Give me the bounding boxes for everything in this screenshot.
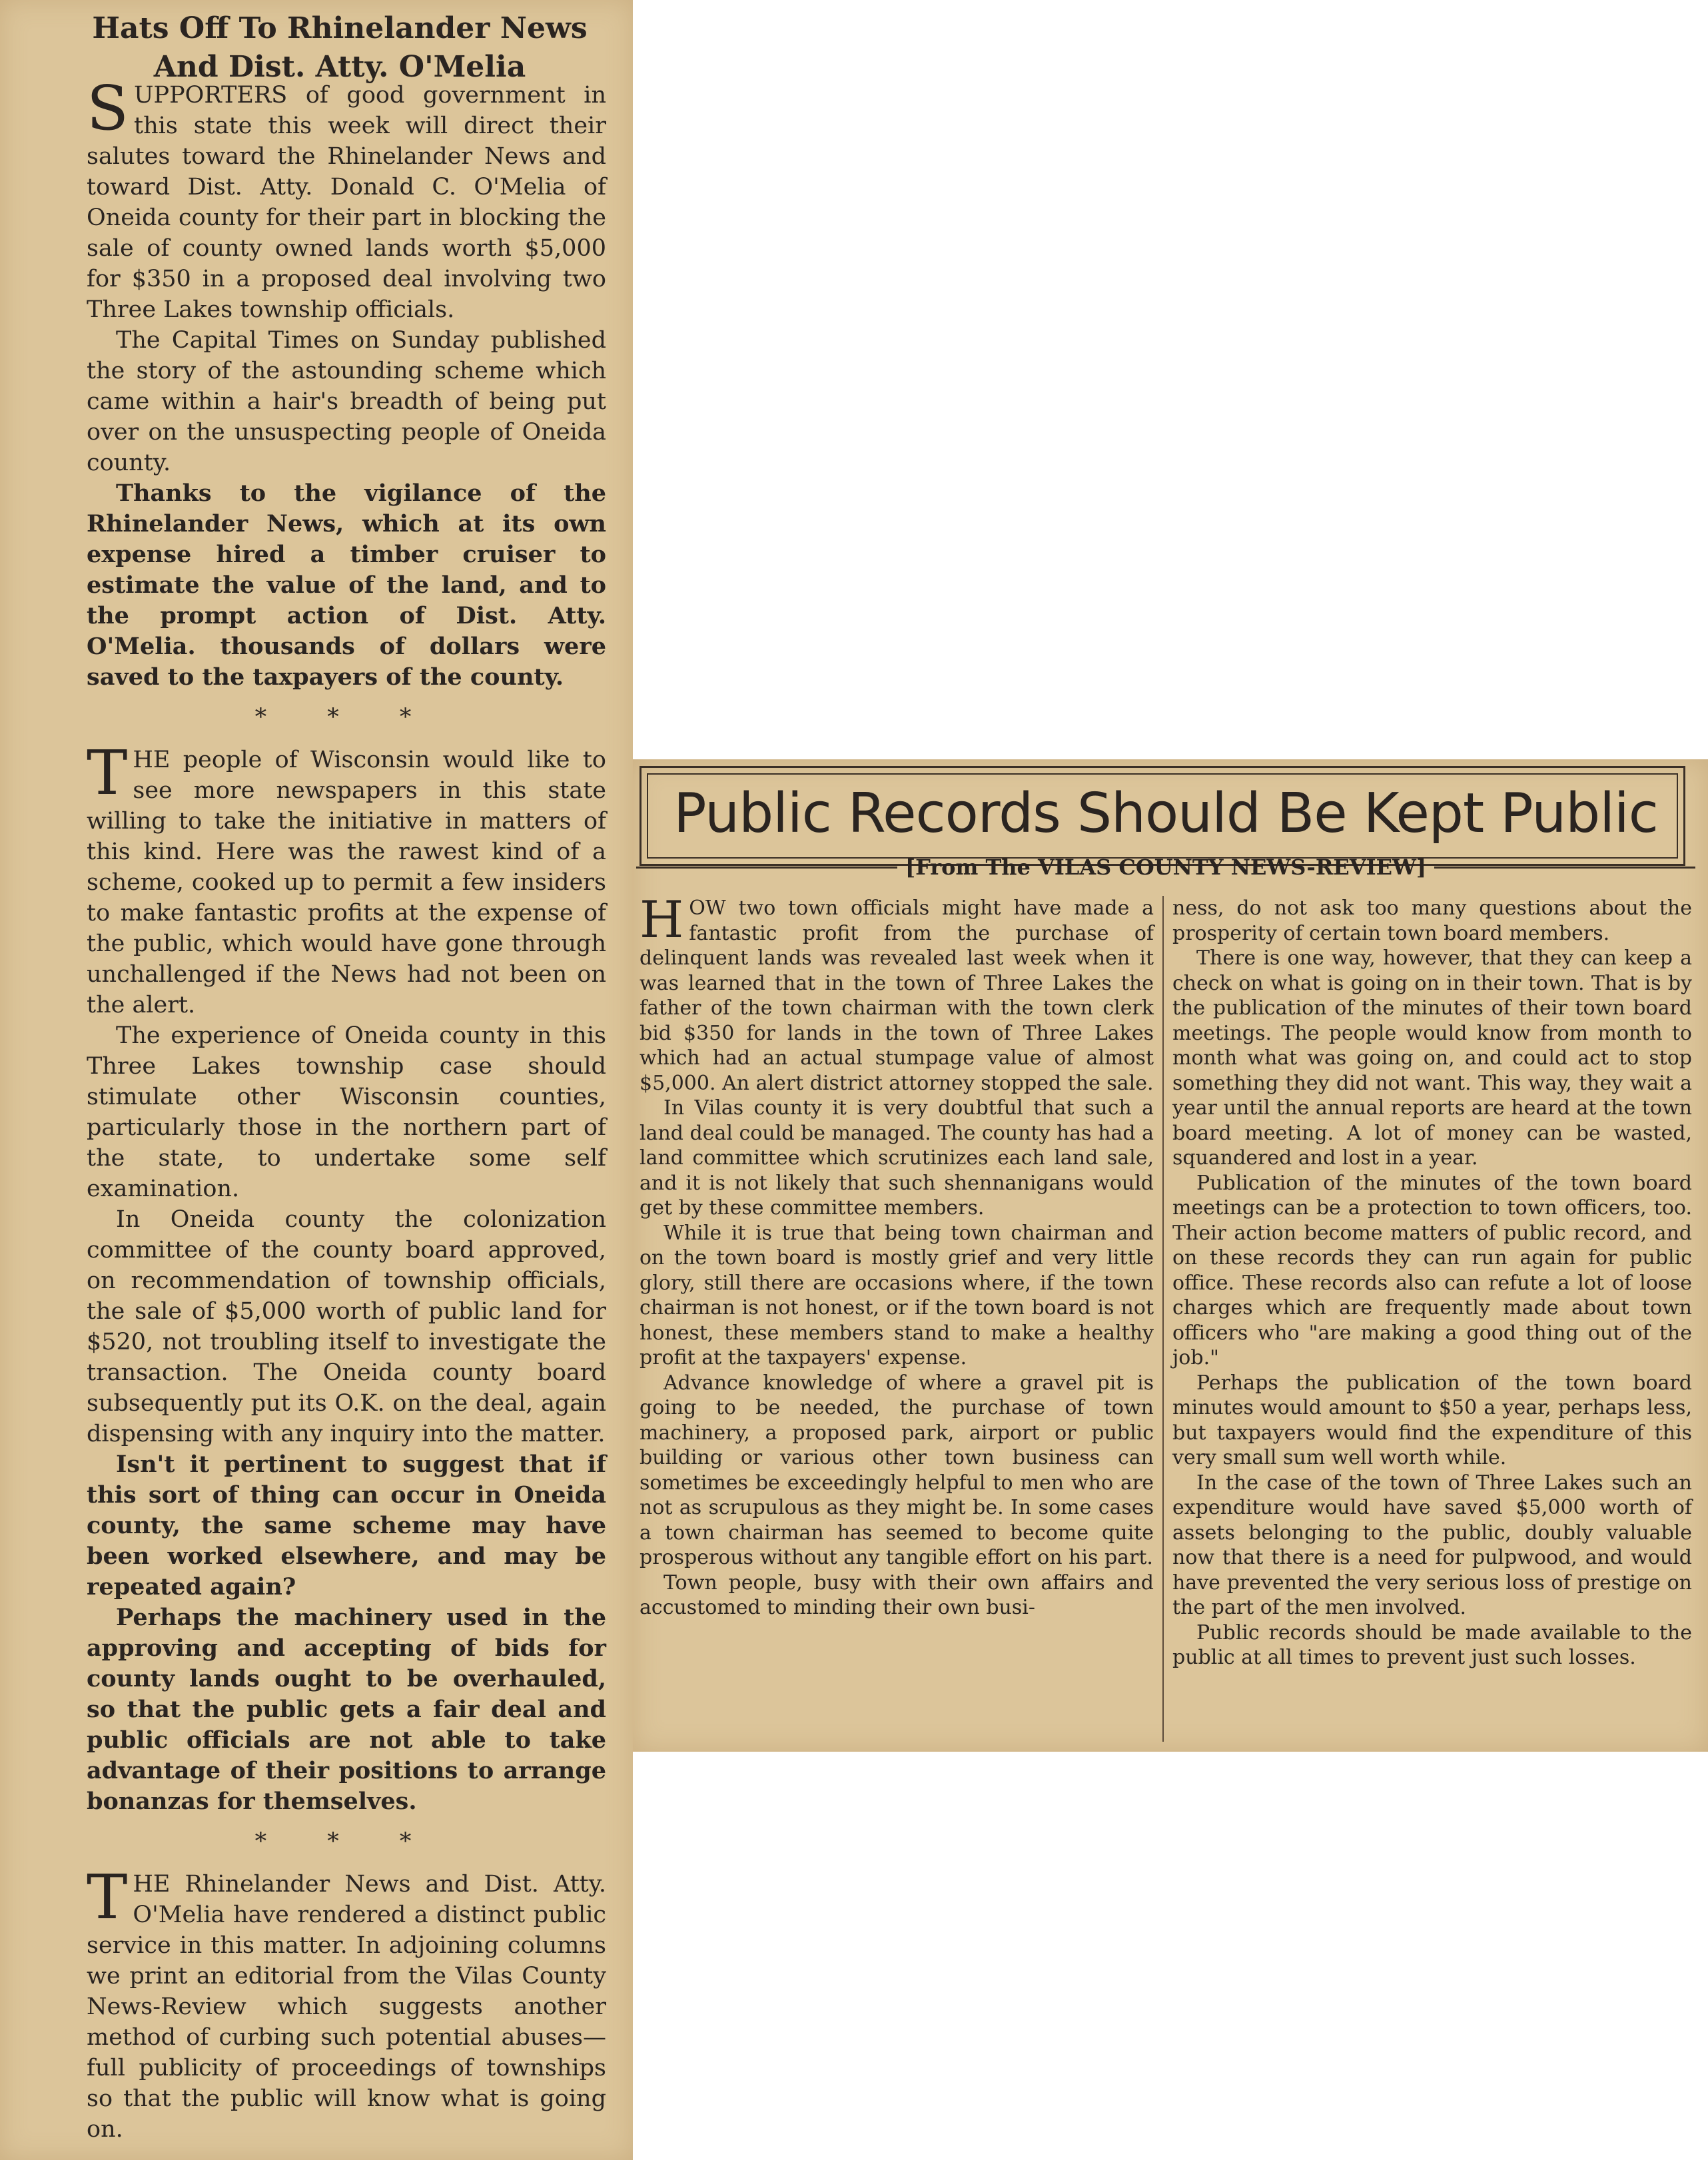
- left-headline: [73, 9, 606, 87]
- source-credit: [From The VILAS COUNTY NEWS-REVIEW]: [905, 855, 1427, 880]
- paragraph-text: OW two town officials might have made a fantastic profit from the purchase of delinquent lands was revealed last week when it was learned that in the town of Three Lakes the father of the town chairman with the town clerk bid $350 for lands in the town of Three Lakes which had an actual stumpage value of almost $5,000. An alert district attorney stopped the sale.: [640, 897, 1154, 1095]
- paragraph: Isn't it pertinent to suggest that if this sort of thing can occur in Oneida county, the same scheme may have been worked elsewhere, and may be repeated again?: [87, 1451, 606, 1601]
- section-divider: * * *: [254, 1828, 438, 1855]
- paragraph-text: HE people of Wisconsin would like to see more newspapers in this state willing to take the initiative in matters of this kind. Here was the rawest kind of a scheme, cooked up to permit a few insiders to make fantastic profits at the expense of the public, which would have gone through unchallenged if the News had not been on the alert.: [87, 747, 606, 1018]
- paragraph: Publication of the minutes of the town board meetings can be a protection to town officers, too. Their action become matters of public record, and on these records they can run again for public office. These records also can refute a lot of loose charges which are frequently made about town officers who "are making a good thing out of the job.": [1172, 1171, 1692, 1369]
- paragraph: While it is true that being town chairman and on the town board is mostly grief and very little glory, still there are occasions where, if the town chairman is not honest, or if the town board is not honest, these members stand to make a healthy profit at the taxpayers' expense.: [640, 1221, 1154, 1369]
- headline-line-2: And Dist. Atty. O'Melia: [153, 50, 526, 84]
- right-article-column-1: [640, 890, 1154, 1620]
- paragraph-text: HE Rhinelander News and Dist. Atty. O'Melia have rendered a distinct public service in this matter. In adjoining columns we print an editorial from the Vilas County News-Review which suggests another method of curbing such potential abuses—full publicity of proceedings of townships so that the public will know what is going on.: [87, 1871, 606, 2143]
- left-article-body: [87, 73, 606, 2145]
- drop-cap: S: [87, 73, 129, 144]
- paragraph: Town people, busy with their own affairs and accustomed to minding their own busi-: [640, 1571, 1154, 1619]
- paragraph: Perhaps the publication of the town board minutes would amount to $50 a year, perhaps less, but taxpayers would find the expenditure of this very small sum well worth while.: [1172, 1371, 1692, 1469]
- paragraph: Perhaps the machinery used in the approving and accepting of bids for county lands ought to be overhauled, so that the public gets a fair deal and public officials are not able to take advantage of their positions to arrange bonanzas for themselves.: [87, 1604, 606, 1815]
- section-divider: * * *: [254, 704, 438, 731]
- drop-cap: H: [640, 890, 684, 949]
- article-title: Public Records Should Be Kept Public: [673, 782, 1658, 845]
- paragraph: In Vilas county it is very doubtful that such a land deal could be managed. The county has had a land committee which scrutinizes each land sale, and it is not likely that such shennanigans would get by these committee members.: [640, 1096, 1154, 1220]
- drop-cap: T: [87, 1862, 128, 1933]
- paragraph: The Capital Times on Sunday published the story of the astounding scheme which came within a hair's breadth of being put over on the unsuspecting people of Oneida county.: [87, 327, 606, 476]
- rule: [636, 867, 897, 869]
- paragraph: Advance knowledge of where a gravel pit is going to be needed, the purchase of town machinery, a proposed park, airport or public building or various other town business can sometimes be exceedingly helpful to men who are not as scrupulous as they might be. In some cases a town chairman has seemed to become quite prosperous without any tangible effort on his part.: [640, 1371, 1154, 1569]
- paragraph-text: UPPORTERS of good government in this state this week will direct their salutes toward the Rhinelander News and toward Dist. Atty. Donald C. O'Melia of Oneida county for their part in blocking the sale of county owned lands worth $5,000 for $350 in a proposed deal involving two Three Lakes township officials.: [87, 82, 606, 323]
- paragraph: [87, 1862, 606, 2145]
- paragraph: ness, do not ask too many questions about the prosperity of certain town board members.: [1172, 897, 1692, 945]
- source-line: [636, 854, 1695, 881]
- paragraph: Public records should be made available to the public at all times to prevent just such losses.: [1172, 1620, 1692, 1669]
- headline-line-1: Hats Off To Rhinelander News: [92, 11, 588, 45]
- paragraph: The experience of Oneida county in this Three Lakes township case should stimulate other Wisconsin counties, particularly those in the northern part of the state, to undertake some self examination.: [87, 1022, 606, 1202]
- paragraph: In the case of the town of Three Lakes such an expenditure would have saved $5,000 worth of assets belonging to the public, doubly valuable now that there is a need for pulpwood, and would have prevented the very serious loss of prestige on the part of the men involved.: [1172, 1471, 1692, 1619]
- right-article-column-2: [1172, 896, 1692, 1670]
- drop-cap: T: [87, 737, 128, 809]
- paragraph: In Oneida county the colonization committee of the county board approved, on recommendation of township officials, the sale of $5,000 worth of public land for $520, not troubling itself to investigate the transaction. The Oneida county board subsequently put its O.K. on the deal, again dispensing with any inquiry into the matter.: [87, 1206, 606, 1447]
- paragraph: Thanks to the vigilance of the Rhinelander News, which at its own expense hired a timber cruiser to estimate the value of the land, and to the prompt action of Dist. Atty. O'Melia. thousands of dollars were saved to the taxpayers of the county.: [87, 480, 606, 691]
- paragraph: [640, 890, 1154, 1096]
- paragraph: There is one way, however, that they can keep a check on what is going on in their town. That is by the publication of the minutes of their town board meetings. The people would know from month to month what was going on, and could act to stop something they did not want. This way, they wait a year until the annual reports are heard at the town board meeting. A lot of money can be wasted, squandered and lost in a year.: [1172, 946, 1692, 1170]
- paragraph: [87, 73, 606, 325]
- rule: [1434, 867, 1695, 869]
- paragraph: [87, 737, 606, 1020]
- column-divider: [1162, 896, 1164, 1742]
